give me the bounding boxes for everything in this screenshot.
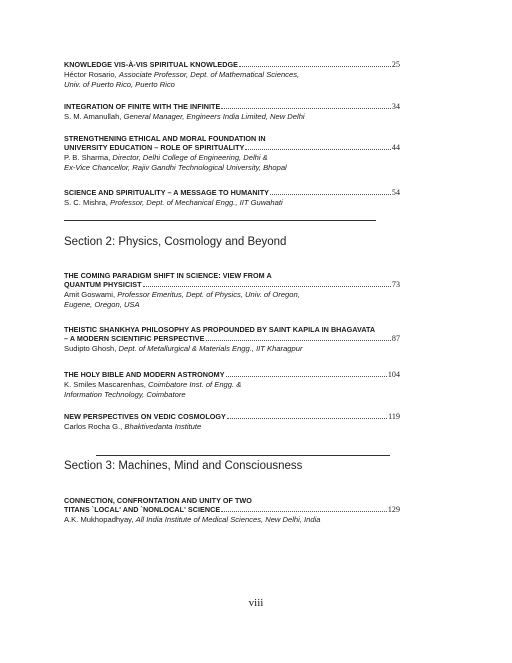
- entry-title-line: [64, 505, 400, 514]
- entry-title-line: [64, 271, 400, 280]
- entry-affiliation: Professor Emeritus, Dept. of Physics, Univ. of Oregon,: [117, 289, 300, 299]
- entry-byline: [64, 80, 400, 90]
- entry-page-number: 104: [387, 370, 400, 379]
- entry-title-line: [64, 143, 400, 152]
- dot-leader: [226, 376, 387, 377]
- divider-rule: [64, 220, 376, 221]
- dot-leader: [221, 108, 391, 109]
- entry-title: TITANS `LOCAL' AND `NONLOCAL' SCIENCE: [64, 505, 221, 514]
- entry-title: THE HOLY BIBLE AND MODERN ASTRONOMY: [64, 370, 225, 379]
- entry-title: STRENGTHENING ETHICAL AND MORAL FOUNDATION IN: [64, 134, 266, 143]
- toc-entry[interactable]: [64, 134, 400, 173]
- entry-byline: [64, 390, 400, 400]
- divider-rule: [96, 455, 390, 456]
- entry-affiliation: Ex-Vice Chancellor, Rajiv Gandhi Technological University, Bhopal: [64, 163, 287, 172]
- entry-page-number: 119: [388, 412, 400, 421]
- entry-title: THEISTIC SHANKHYA PHILOSOPHY AS PROPOUNDED BY SAINT KAPILA IN BHAGAVATA: [64, 325, 376, 334]
- page-number: viii: [248, 597, 264, 609]
- section-heading-3: Section 3: Machines, Mind and Consciousness: [64, 460, 303, 472]
- toc-entry[interactable]: [64, 102, 400, 122]
- entry-title: SCIENCE AND SPIRITUALITY – A MESSAGE TO HUMANITY: [64, 188, 269, 197]
- entry-title: CONNECTION, CONFRONTATION AND UNITY OF TWO: [64, 496, 252, 505]
- entry-affiliation: Information Technology, Coimbatore: [64, 390, 186, 399]
- entry-byline: P. B. Sharma, Director, Delhi College of Engineering, Delhi &: [64, 152, 268, 162]
- entry-affiliation: Univ. of Puerto Rico, Puerto Rico: [64, 80, 175, 89]
- entry-affiliation: Bhaktivedanta Institute: [124, 421, 202, 431]
- entry-title-line: [64, 325, 400, 334]
- entry-author: Héctor Rosario: [64, 69, 115, 79]
- dot-leader: [245, 149, 391, 150]
- entry-title-line: [64, 60, 400, 69]
- entry-affiliation: Coimbatore Inst. of Engg. &: [148, 379, 242, 389]
- entry-page-number: 34: [391, 102, 400, 111]
- entry-byline: Carlos Rocha G., Bhaktivedanta Institute: [64, 421, 202, 431]
- toc-entry[interactable]: [64, 370, 400, 400]
- entry-title-line: [64, 102, 400, 111]
- entry-byline: K. Smiles Mascarenhas, Coimbatore Inst. of Engg. &: [64, 379, 242, 389]
- entry-byline: Amit Goswami, Professor Emeritus, Dept. of Physics, Univ. of Oregon,: [64, 289, 300, 299]
- entry-author: K. Smiles Mascarenhas: [64, 379, 144, 389]
- entry-title-line: [64, 412, 400, 421]
- entry-title-line: [64, 280, 400, 289]
- entry-title: QUANTUM PHYSICIST: [64, 280, 142, 289]
- entry-title: INTEGRATION OF FINITE WITH THE INFINITE: [64, 102, 221, 111]
- toc-entry[interactable]: [64, 271, 400, 310]
- entry-author: S. M. Amanullah: [64, 111, 120, 121]
- entry-title: KNOWLEDGE VIS-À-VIS SPIRITUAL KNOWLEDGE: [64, 60, 238, 69]
- entry-affiliation: Dept. of Metallurgical & Materials Engg., IIT Kharagpur: [118, 343, 303, 353]
- toc-entry[interactable]: [64, 60, 400, 90]
- entry-title-line: [64, 496, 400, 505]
- entry-title-line: [64, 134, 400, 143]
- entry-title: – A MODERN SCIENTIFIC PERSPECTIVE: [64, 334, 205, 343]
- entry-author: Amit Goswami: [64, 289, 113, 299]
- entry-affiliation: Director, Delhi College of Engineering, Delhi &: [112, 152, 268, 162]
- dot-leader: [239, 66, 391, 67]
- entry-author: A.K. Mukhopadhyay: [64, 514, 132, 524]
- entry-page-number: 87: [391, 334, 400, 343]
- entry-author: S. C. Mishra: [64, 197, 106, 207]
- entry-byline: A.K. Mukhopadhyay, All India Institute of Medical Sciences, New Delhi, India: [64, 514, 321, 524]
- entry-title-line: [64, 370, 400, 379]
- entry-byline: Héctor Rosario, Associate Professor, Dept. of Mathematical Sciences,: [64, 69, 300, 79]
- entry-byline: [64, 163, 400, 173]
- entry-affiliation: All India Institute of Medical Sciences, New Delhi, India: [135, 514, 321, 524]
- entry-title-line: [64, 188, 400, 197]
- entry-title-line: [64, 334, 400, 343]
- dot-leader: [227, 418, 387, 419]
- entry-title: THE COMING PARADIGM SHIFT IN SCIENCE: VIEW FROM A: [64, 271, 272, 280]
- entry-byline: [64, 300, 400, 310]
- entry-affiliation: Professor, Dept. of Mechanical Engg., IIT Guwahati: [110, 197, 283, 207]
- dot-leader: [143, 286, 391, 287]
- entry-byline: S. M. Amanullah, General Manager, Engineers India Limited, New Delhi: [64, 111, 305, 121]
- entry-page-number: 44: [391, 143, 400, 152]
- dot-leader: [206, 340, 391, 341]
- entry-byline: S. C. Mishra, Professor, Dept. of Mechanical Engg., IIT Guwahati: [64, 197, 283, 207]
- entry-title: UNIVERSITY EDUCATION – ROLE OF SPIRITUALITY: [64, 143, 245, 152]
- entry-author: Sudipto Ghosh: [64, 343, 115, 353]
- section-heading-2: Section 2: Physics, Cosmology and Beyond: [64, 236, 287, 248]
- entry-author: Carlos Rocha G.: [64, 421, 121, 431]
- entry-page-number: 54: [391, 188, 400, 197]
- entry-page-number: 129: [387, 505, 400, 514]
- entry-author: P. B. Sharma: [64, 152, 109, 162]
- toc-entry[interactable]: [64, 188, 400, 208]
- entry-page-number: 73: [391, 280, 400, 289]
- entry-affiliation: General Manager, Engineers India Limited, New Delhi: [123, 111, 305, 121]
- entry-byline: Sudipto Ghosh, Dept. of Metallurgical & Materials Engg., IIT Kharagpur: [64, 343, 303, 353]
- entry-affiliation: Associate Professor, Dept. of Mathematical Sciences,: [118, 69, 300, 79]
- toc-entry[interactable]: [64, 496, 400, 525]
- entry-page-number: 25: [391, 60, 400, 69]
- entry-affiliation: Eugene, Oregon, USA: [64, 300, 140, 309]
- entry-title: NEW PERSPECTIVES ON VEDIC COSMOLOGY: [64, 412, 226, 421]
- dot-leader: [221, 511, 387, 512]
- toc-entry[interactable]: [64, 325, 400, 354]
- toc-entry[interactable]: [64, 412, 400, 432]
- dot-leader: [270, 194, 391, 195]
